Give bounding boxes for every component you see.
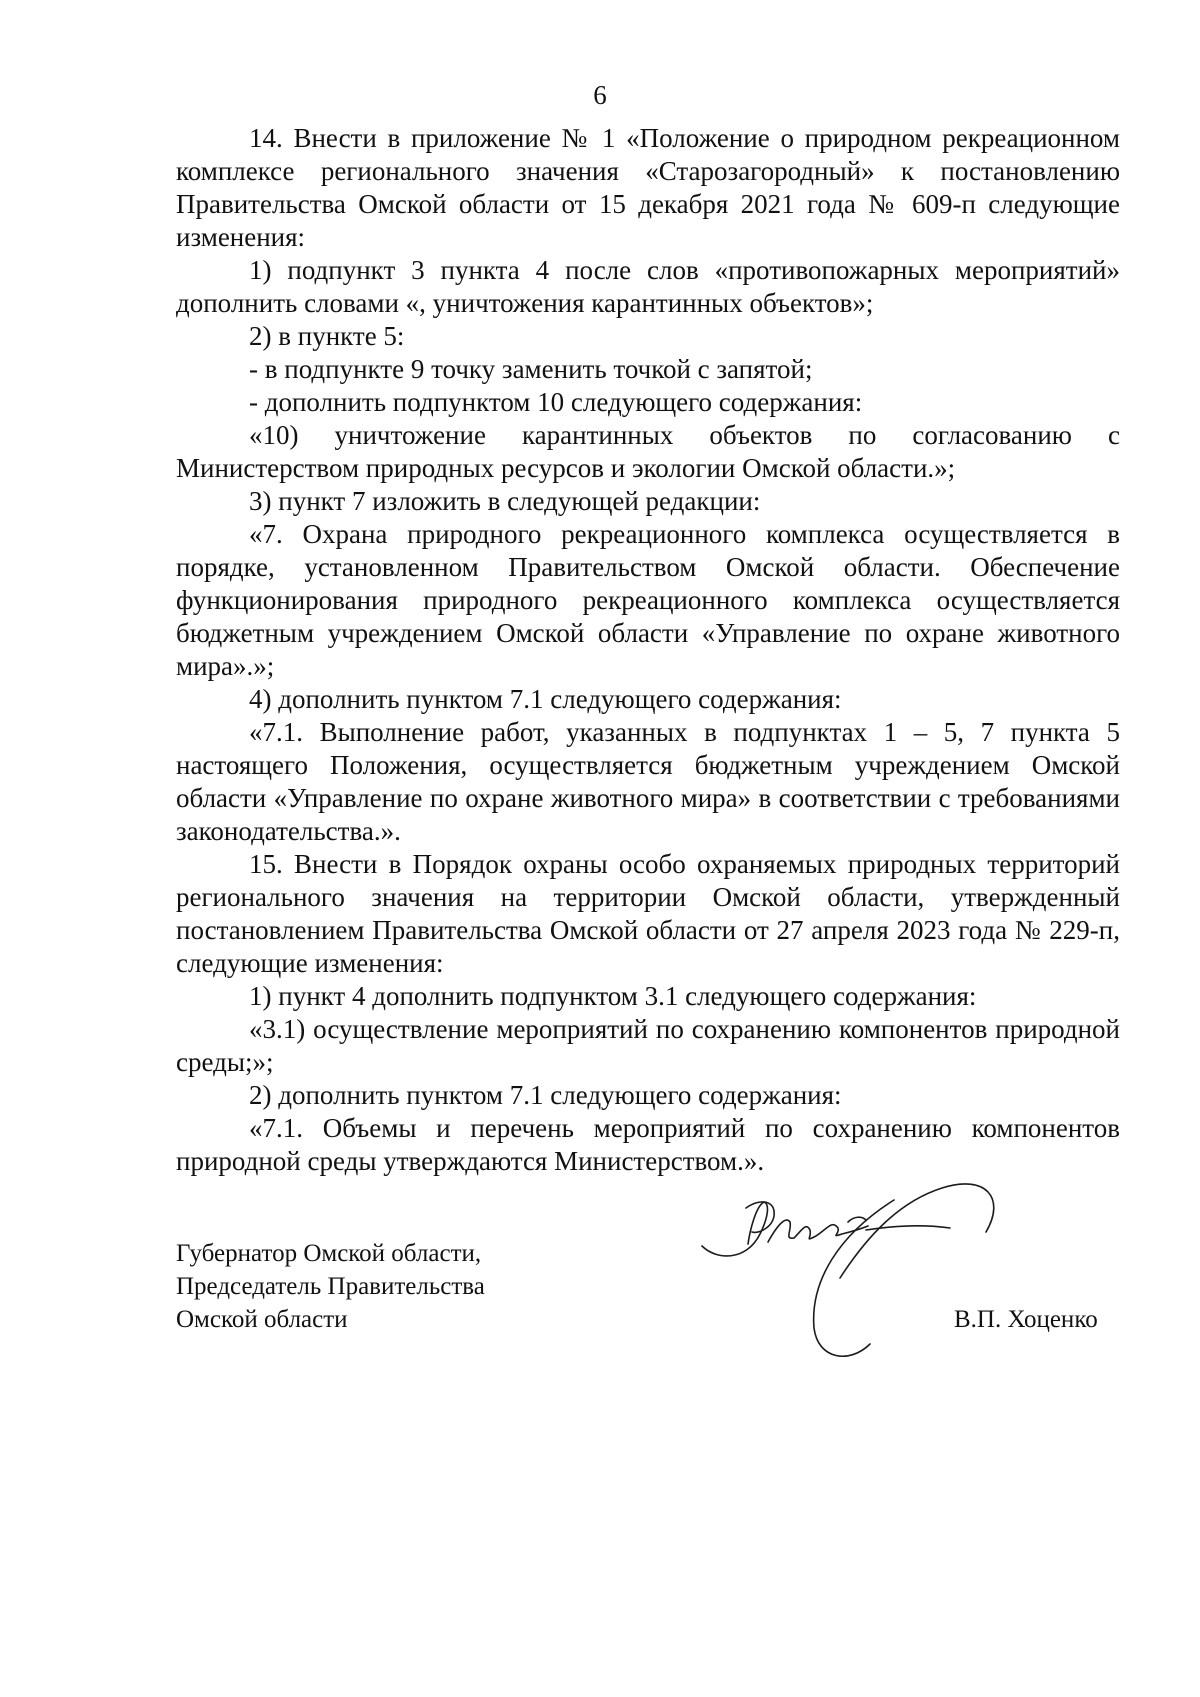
paragraph-15-2: 2) дополнить пунктом 7.1 следующего содержания: xyxy=(249,1080,842,1110)
paragraph-14-4: 4) дополнить пунктом 7.1 следующего содержания: xyxy=(249,684,842,714)
paragraph-15-1: 1) пункт 4 дополнить подпунктом 3.1 следующего содержания: xyxy=(249,981,977,1011)
signatory-title xyxy=(176,1237,485,1336)
paragraph-14-2: 2) в пункте 5: xyxy=(249,321,405,351)
paragraph-14-2-quote: «10) уничтожение карантинных объектов по согласованию с Министерством природных ресурсов и экологии Омской области.»; xyxy=(176,420,1120,483)
signatory-title-line: Председатель Правительства xyxy=(176,1273,485,1300)
paragraph-15-2-quote: «7.1. Объемы и перечень мероприятий по сохранению компонентов природной среды утверждаются Министерством.». xyxy=(176,1113,1120,1176)
paragraph-14-1: 1) подпункт 3 пункта 4 после слов «противопожарных мероприятий» дополнить словами «, уничтожения карантинных объектов»; xyxy=(176,255,1120,318)
handwritten-signature xyxy=(690,1168,1090,1368)
signatory-title-line: Омской области xyxy=(176,1306,348,1333)
paragraph-14-2-b: - дополнить подпунктом 10 следующего содержания: xyxy=(249,387,863,417)
signatory-name: В.П. Хоценко xyxy=(954,1306,1098,1333)
document-body xyxy=(176,122,1120,1178)
signatory-title-line: Губернатор Омской области, xyxy=(176,1240,482,1267)
paragraph-15-1-quote: «3.1) осуществление мероприятий по сохранению компонентов природной среды;»; xyxy=(176,1014,1120,1077)
paragraph-14-3: 3) пункт 7 изложить в следующей редакции: xyxy=(249,486,761,516)
paragraph-15: 15. Внести в Порядок охраны особо охраняемых природных территорий регионального значения на территории Омской области, утвержденный постановлением Правительства Омской области от 27 апреля 2023 года № 229-п, следующие изменения: xyxy=(176,849,1120,978)
paragraph-14: 14. Внести в приложение № 1 «Положение о природном рекреационном комплексе регионального значения «Старозагородный» к постановлению Правительства Омской области от 15 декабря 2021 года № 609-п следующие изменения: xyxy=(176,123,1120,252)
paragraph-14-2-a: - в подпункте 9 точку заменить точкой с запятой; xyxy=(249,354,813,384)
paragraph-14-3-quote: «7. Охрана природного рекреационного комплекса осуществляется в порядке, установленном Правительством Омской области. Обеспечение функционирования природного рекреационного комплекса осуществляется бюджетным учреждением Омской области «Управление по охране животного мира».»; xyxy=(176,519,1120,681)
paragraph-14-4-quote: «7.1. Выполнение работ, указанных в подпунктах 1 – 5, 7 пункта 5 настоящего Положения, осуществляется бюджетным учреждением Омской области «Управление по охране животного мира» в соответствии с требованиями законодательства.». xyxy=(176,717,1120,846)
page-number: 6 xyxy=(593,80,607,110)
